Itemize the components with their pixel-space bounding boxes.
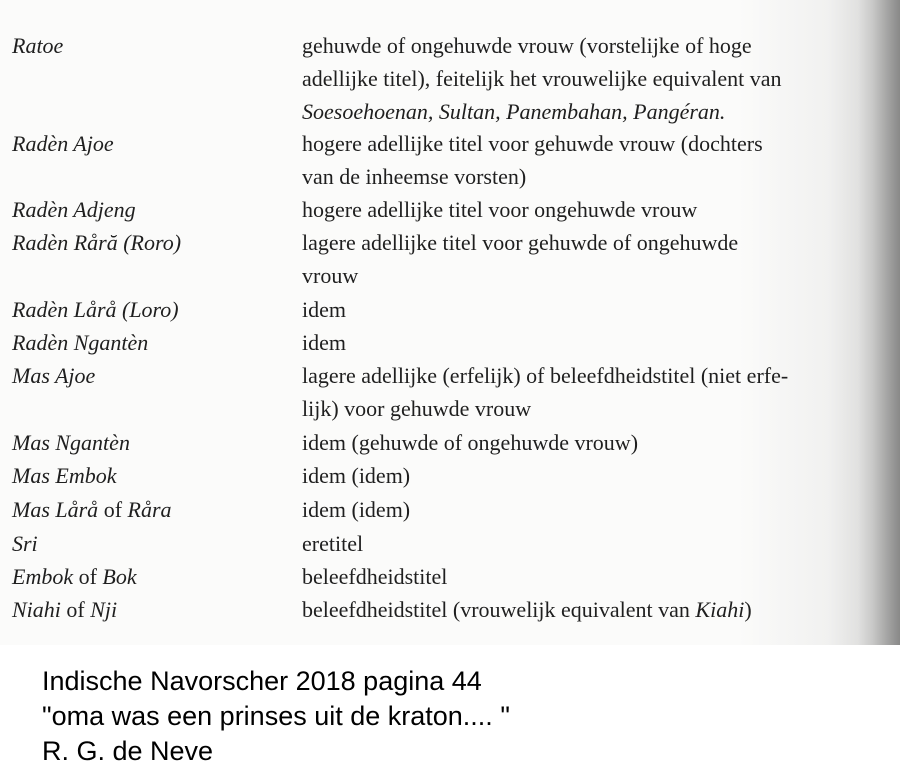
entry-term: Radèn Råră (Roro) bbox=[12, 230, 182, 255]
entry-term: Ratoe bbox=[12, 33, 64, 58]
definition-line: idem (idem) bbox=[302, 463, 411, 488]
entry-definition bbox=[302, 326, 862, 359]
definition-line: vrouw bbox=[302, 263, 359, 288]
definition-text: ) bbox=[744, 597, 752, 622]
term-part: Niahi bbox=[12, 597, 61, 622]
definition-text: beleefdheidstitel (vrouwelijk equivalent van bbox=[302, 597, 696, 622]
caption-line-author: R. G. de Neve bbox=[42, 736, 214, 766]
entry-definition bbox=[302, 593, 862, 626]
definition-line: Soesoehoenan, Sultan, Panembahan, Pangéran. bbox=[302, 99, 726, 124]
entry-definition bbox=[302, 459, 862, 492]
definition-line bbox=[302, 593, 862, 626]
definition-line: idem bbox=[302, 330, 346, 355]
entry-term: Radèn Ngantèn bbox=[12, 330, 149, 355]
term-part: Embok bbox=[12, 564, 74, 589]
definition-line: hogere adellijke titel voor gehuwde vrouw (dochters bbox=[302, 131, 763, 156]
definition-line: idem bbox=[302, 297, 346, 322]
definition-line: beleefdheidstitel bbox=[302, 564, 448, 589]
entry-term: Radèn Ajoe bbox=[12, 131, 114, 156]
definition-line: idem (gehuwde of ongehuwde vrouw) bbox=[302, 430, 639, 455]
term-conjunction: of bbox=[66, 597, 85, 622]
entry-definition bbox=[302, 193, 862, 226]
entry-term: Mas Embok bbox=[12, 463, 117, 488]
definition-line: adellijke titel), feitelijk het vrouwelijke equivalent van bbox=[302, 66, 782, 91]
entry-term bbox=[12, 560, 292, 593]
term-conjunction: of bbox=[78, 564, 97, 589]
entry-term: Mas Ajoe bbox=[12, 363, 96, 388]
source-caption bbox=[42, 664, 862, 769]
definition-line: van de inheemse vorsten) bbox=[302, 164, 527, 189]
entry-definition bbox=[302, 560, 862, 593]
term-part: Nji bbox=[90, 597, 118, 622]
entry-term: Mas Ngantèn bbox=[12, 430, 130, 455]
entry-definition bbox=[302, 293, 862, 326]
entry-term: Radèn Lårå (Loro) bbox=[12, 297, 179, 322]
entry-definition bbox=[302, 426, 862, 459]
entry-definition bbox=[302, 527, 862, 560]
entry-term bbox=[12, 593, 292, 626]
definition-line: lijk) voor gehuwde vrouw bbox=[302, 396, 532, 421]
entry-term: Radèn Adjeng bbox=[12, 197, 136, 222]
term-part: Bok bbox=[102, 564, 137, 589]
caption-line-quote: "oma was een prinses uit de kraton.... " bbox=[42, 701, 510, 731]
page-edge-shadow bbox=[858, 0, 900, 645]
entry-definition bbox=[302, 493, 862, 526]
definition-line: idem (idem) bbox=[302, 497, 411, 522]
entry-term bbox=[12, 493, 292, 526]
term-part: Mas Lårå bbox=[12, 497, 99, 522]
definition-line: hogere adellijke titel voor ongehuwde vrouw bbox=[302, 197, 698, 222]
entry-definition bbox=[302, 29, 862, 128]
caption-line-source: Indische Navorscher 2018 pagina 44 bbox=[42, 666, 482, 696]
entry-term: Sri bbox=[12, 531, 38, 556]
entry-definition bbox=[302, 127, 862, 193]
entry-definition bbox=[302, 226, 862, 292]
definition-italic-term: Kiahi bbox=[695, 597, 745, 622]
definition-line: lagere adellijke titel voor gehuwde of ongehuwde bbox=[302, 230, 739, 255]
term-conjunction: of bbox=[103, 497, 123, 522]
definition-line: eretitel bbox=[302, 531, 364, 556]
entry-definition bbox=[302, 359, 862, 425]
definition-line: lagere adellijke (erfelijk) of beleefdheidstitel (niet erfe- bbox=[302, 363, 789, 388]
definition-line: gehuwde of ongehuwde vrouw (vorstelijke of hoge bbox=[302, 33, 752, 58]
term-part: Råra bbox=[127, 497, 172, 522]
